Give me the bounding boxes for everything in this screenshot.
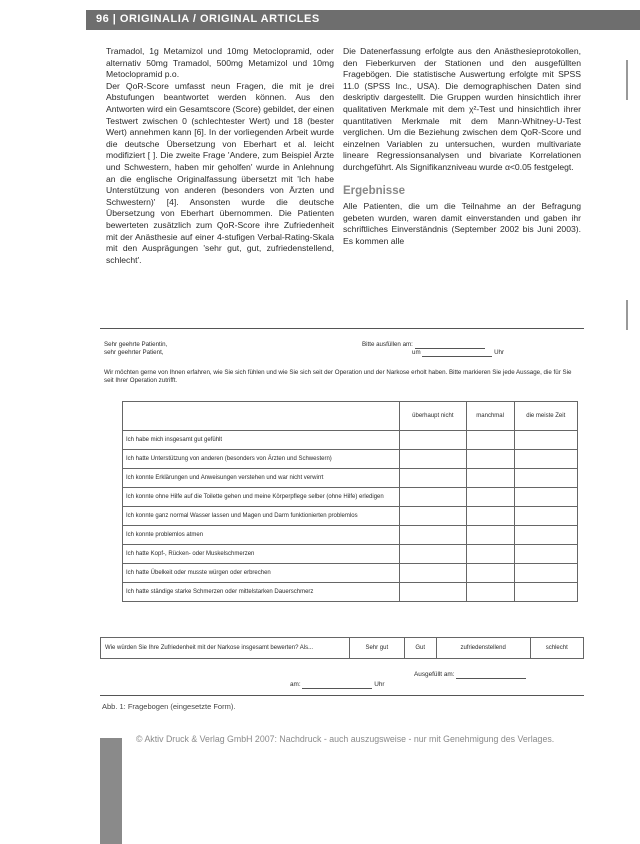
answer-cell[interactable]	[514, 545, 577, 564]
fill-date-line[interactable]	[415, 342, 485, 349]
answer-cell[interactable]	[400, 488, 467, 507]
answer-cell[interactable]	[400, 583, 467, 602]
table-row	[123, 564, 578, 583]
left-paragraph-2: Der QoR-Score umfasst neun Fragen, die mit je drei Abstufungen beantwortet werden können. Aus den Antworten wird ein Gesamtscore (Score) gebildet, der einen Testwert zwischen 0 (schlechtester Wert) und 18 (bester Wert) annehmen kann [6]. In der vorliegenden Arbeit wurde die deutsche Übersetzung von Eberhart et al. leicht modifiziert [ ]. Die zweite Frage 'Andere, zum Beispiel Ärzte und Schwestern, haben mir geholfen' wurde in Anlehnung an die englische Originalfassung übersetzt mit 'Ich habe Unterstützung von anderen (besonders von Ärzten und Schwestern)' [4]. Ansonsten wurde die deutsche Übersetzung von Eberhart übernommen. Die Patienten bewerteten zusätzlich zum QoR-Score ihre Zufriedenheit mit der Anästhesie auf einer 4-stufigen Verbal-Rating-Skala mit den Ausprägungen 'sehr gut, gut, zufriedenstellend, schlecht'.	[106, 80, 334, 265]
question-text: Ich konnte problemlos atmen	[123, 526, 400, 545]
salutation-female: Sehr geehrte Patientin,	[104, 341, 168, 348]
question-text: Ich konnte ganz normal Wasser lassen und Magen und Darm funktionierten problemlos	[123, 507, 400, 526]
answer-cell[interactable]	[466, 526, 514, 545]
table-row	[123, 488, 578, 507]
option-very-good[interactable]: Sehr gut	[350, 638, 405, 659]
fill-time-line[interactable]	[422, 350, 492, 357]
date-row	[290, 681, 490, 689]
filled-by-line[interactable]	[456, 672, 526, 679]
table-row	[123, 526, 578, 545]
answer-cell[interactable]	[514, 488, 577, 507]
table-row	[123, 469, 578, 488]
am-label: am:	[290, 681, 301, 688]
header-text: 96 | ORIGINALIA / ORIGINAL ARTICLES	[96, 13, 320, 25]
right-column	[343, 46, 581, 248]
header-sometimes: manchmal	[466, 402, 514, 431]
results-paragraph: Alle Patienten, die um die Teilnahme an der Befragung gebeten wurden, waren damit einverstanden und gaben ihr schriftliches Einverständnis (September 2002 bis Juni 2003). Es kommen alle	[343, 201, 581, 246]
question-text: Ich hatte Kopf-, Rücken- oder Muskelschmerzen	[123, 545, 400, 564]
answer-cell[interactable]	[400, 507, 467, 526]
answer-cell[interactable]	[400, 545, 467, 564]
am-line[interactable]	[302, 682, 372, 689]
answer-cell[interactable]	[400, 526, 467, 545]
answer-cell[interactable]	[514, 431, 577, 450]
question-text: Ich hatte Unterstützung von anderen (besonders von Ärzten und Schwestern)	[123, 450, 400, 469]
question-text: Ich habe mich insgesamt gut gefühlt	[123, 431, 400, 450]
answer-cell[interactable]	[466, 564, 514, 583]
results-heading: Ergebnisse	[343, 184, 405, 197]
page-header	[86, 10, 640, 30]
answer-cell[interactable]	[466, 488, 514, 507]
uhr-label-2: Uhr	[374, 681, 385, 688]
um-label: um	[412, 349, 421, 356]
table-header-row	[123, 402, 578, 431]
fill-date-block	[362, 341, 582, 357]
answer-cell[interactable]	[514, 450, 577, 469]
questions-table	[122, 401, 578, 602]
right-paragraph-1: Die Datenerfassung erfolgte aus den Anästhesieprotokollen, den Fieberkurven der Stationen und den ausgefüllten Fragebögen. Die statistische Auswertung erfolgte mit SPSS 11.0 (SPSS Inc., USA). Die demographischen Daten sind deskriptiv dargestellt. Die Gruppen wurden hinsichtlich ihrer qualitativen Merkmale mit dem χ²-Test und hinsichtlich ihrer quantitativen Merkmale mit dem Mann-Whitney-U-Test verglichen. Um die Beziehung zwischen dem QoR-Score und einzelnen Variablen zu untersuchen, wurden multivariate lineare Regressionsanalysen und bivariate Korrelationen durchgeführt. Als Signifikanzniveau wurde α<0.05 festgelegt.	[343, 46, 581, 172]
answer-cell[interactable]	[514, 583, 577, 602]
overall-row	[101, 638, 584, 659]
fill-date-label: Bitte ausfüllen am:	[362, 341, 413, 348]
answer-cell[interactable]	[400, 431, 467, 450]
table-row	[123, 431, 578, 450]
left-column	[106, 46, 334, 266]
answer-cell[interactable]	[466, 469, 514, 488]
header-blank	[123, 402, 400, 431]
answer-cell[interactable]	[466, 545, 514, 564]
answer-cell[interactable]	[400, 450, 467, 469]
option-good[interactable]: Gut	[404, 638, 436, 659]
figure-caption: Abb. 1: Fragebogen (eingesetzte Form).	[102, 702, 236, 711]
salutation-block	[104, 341, 304, 357]
header-most-of-time: die meiste Zeit	[514, 402, 577, 431]
copyright-footer: © Aktiv Druck & Verlag GmbH 2007: Nachdruck - auch auszugsweise - nur mit Genehmigung des Verlages.	[136, 734, 555, 744]
header-not-at-all: überhaupt nicht	[400, 402, 467, 431]
option-poor[interactable]: schlecht	[530, 638, 584, 659]
answer-cell[interactable]	[466, 450, 514, 469]
instructions: Wir möchten gerne von Ihnen erfahren, wie Sie sich fühlen und wie Sie sich seit der Operation und der Narkose erholt haben. Bitte markieren Sie jede Aussage, die für Sie seit Ihrer Operation zutrifft.	[104, 369, 572, 384]
question-text: Ich konnte ohne Hilfe auf die Toilette gehen und meine Körperpflege selber (ohne Hilfe) erledigen	[123, 488, 400, 507]
answer-cell[interactable]	[514, 469, 577, 488]
table-row	[123, 583, 578, 602]
filled-by-label: Ausgefüllt am:	[414, 671, 455, 678]
edge-mark	[626, 300, 628, 330]
edge-mark	[626, 60, 628, 100]
question-text: Ich hatte Übelkeit oder musste würgen oder erbrechen	[123, 564, 400, 583]
answer-cell[interactable]	[514, 507, 577, 526]
table-row	[123, 545, 578, 564]
answer-cell[interactable]	[514, 564, 577, 583]
answer-cell[interactable]	[400, 564, 467, 583]
left-paragraph-1: Tramadol, 1g Metamizol und 10mg Metoclopramid, oder alternativ 50mg Tramadol, 500mg Metamizol und 10mg Metoclopramid p.o.	[106, 46, 334, 80]
questionnaire-form	[100, 328, 584, 696]
answer-cell[interactable]	[466, 583, 514, 602]
uhr-label: Uhr	[494, 349, 505, 356]
table-row	[123, 450, 578, 469]
answer-cell[interactable]	[514, 526, 577, 545]
answer-cell[interactable]	[466, 431, 514, 450]
overall-satisfaction-table	[100, 637, 584, 659]
decorative-strip	[100, 738, 122, 844]
salutation-male: sehr geehrter Patient,	[104, 349, 164, 356]
option-satisfactory[interactable]: zufriedenstellend	[436, 638, 530, 659]
answer-cell[interactable]	[400, 469, 467, 488]
filled-by-row	[414, 671, 584, 679]
answer-cell[interactable]	[466, 507, 514, 526]
overall-question: Wie würden Sie Ihre Zufriedenheit mit der Narkose insgesamt bewerten? Als...	[101, 638, 350, 659]
question-text: Ich konnte Erklärungen und Anweisungen verstehen und war nicht verwirrt	[123, 469, 400, 488]
question-text: Ich hatte ständige starke Schmerzen oder mittelstarken Dauerschmerz	[123, 583, 400, 602]
table-row	[123, 507, 578, 526]
